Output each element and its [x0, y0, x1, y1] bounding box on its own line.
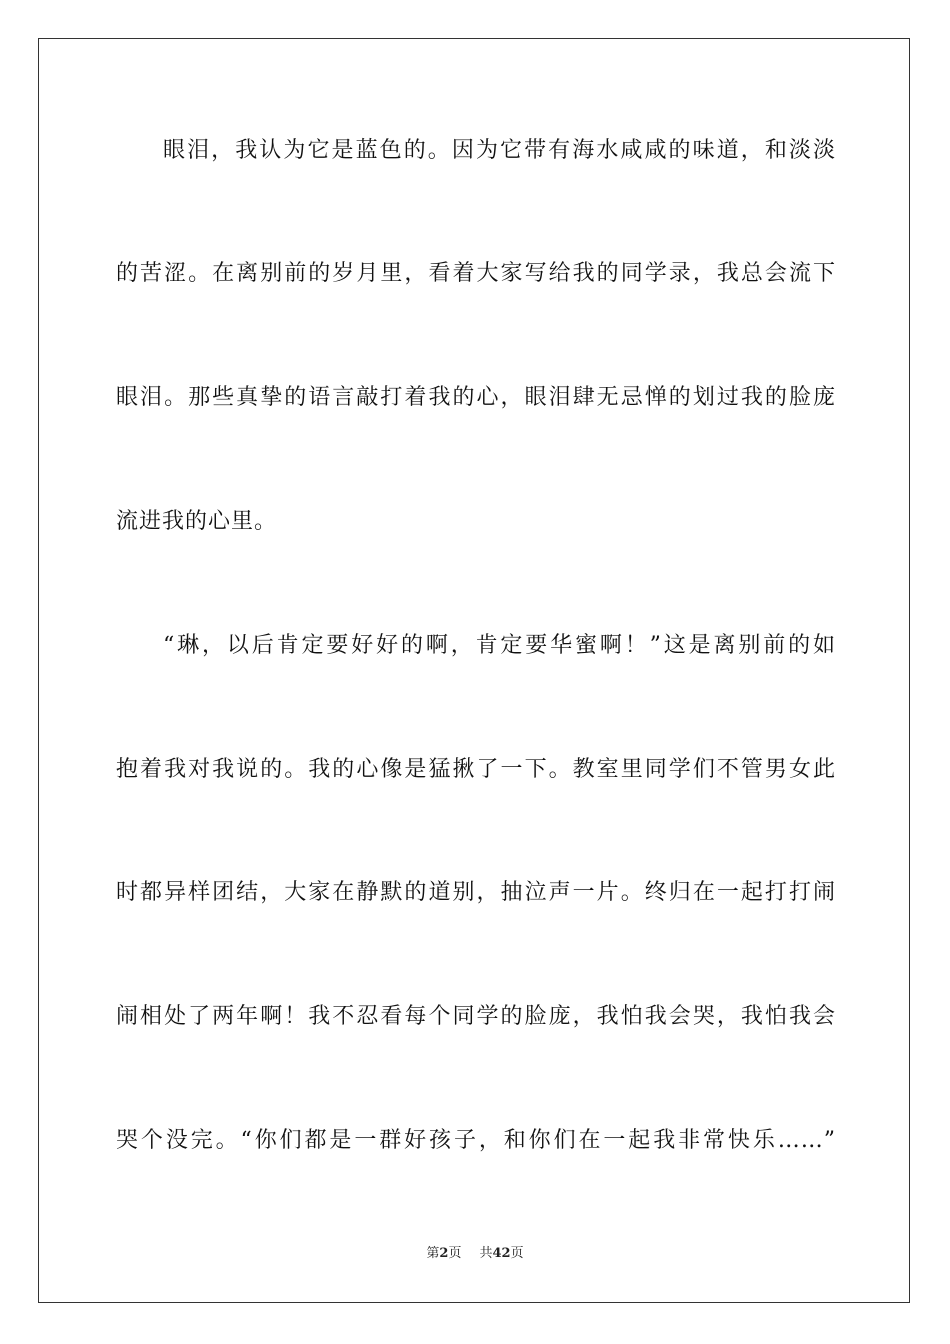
paragraph-2-line-2: 抱着我对我说的。我的心像是猛揪了一下。教室里同学们不管男女此 [116, 757, 836, 782]
page-suffix: 页 [448, 1246, 462, 1261]
paragraph-1-line-1: 眼泪，我认为它是蓝色的。因为它带有海水咸咸的味道，和淡淡 [163, 138, 836, 163]
paragraph-1-line-2: 的苦涩。在离别前的岁月里，看着大家写给我的同学录，我总会流下 [116, 261, 836, 286]
page-number: 2 [439, 1246, 449, 1261]
paragraph-1-line-3: 眼泪。那些真挚的语言敲打着我的心，眼泪肆无忌惮的划过我的脸庞 [116, 385, 836, 410]
paragraph-2-line-3: 时都异样团结，大家在静默的道别，抽泣声一片。终归在一起打打闹 [116, 880, 836, 905]
page-prefix: 第 [426, 1246, 440, 1261]
paragraph-2-line-4: 闹相处了两年啊！我不忍看每个同学的脸庞，我怕我会哭，我怕我会 [116, 1004, 836, 1029]
total-pages: 42 [492, 1246, 511, 1261]
paragraph-1-line-4: 流进我的心里。 [116, 509, 278, 534]
paragraph-2-line-1: “琳，以后肯定要好好的啊，肯定要华蜜啊！”这是离别前的如 [163, 633, 836, 658]
page-footer [0, 1245, 950, 1263]
total-prefix: 共 [479, 1246, 493, 1261]
paragraph-2-line-5: 哭个没完。“你们都是一群好孩子，和你们在一起我非常快乐……” [116, 1128, 836, 1153]
page-border [38, 38, 910, 1303]
total-suffix: 页 [510, 1246, 524, 1261]
